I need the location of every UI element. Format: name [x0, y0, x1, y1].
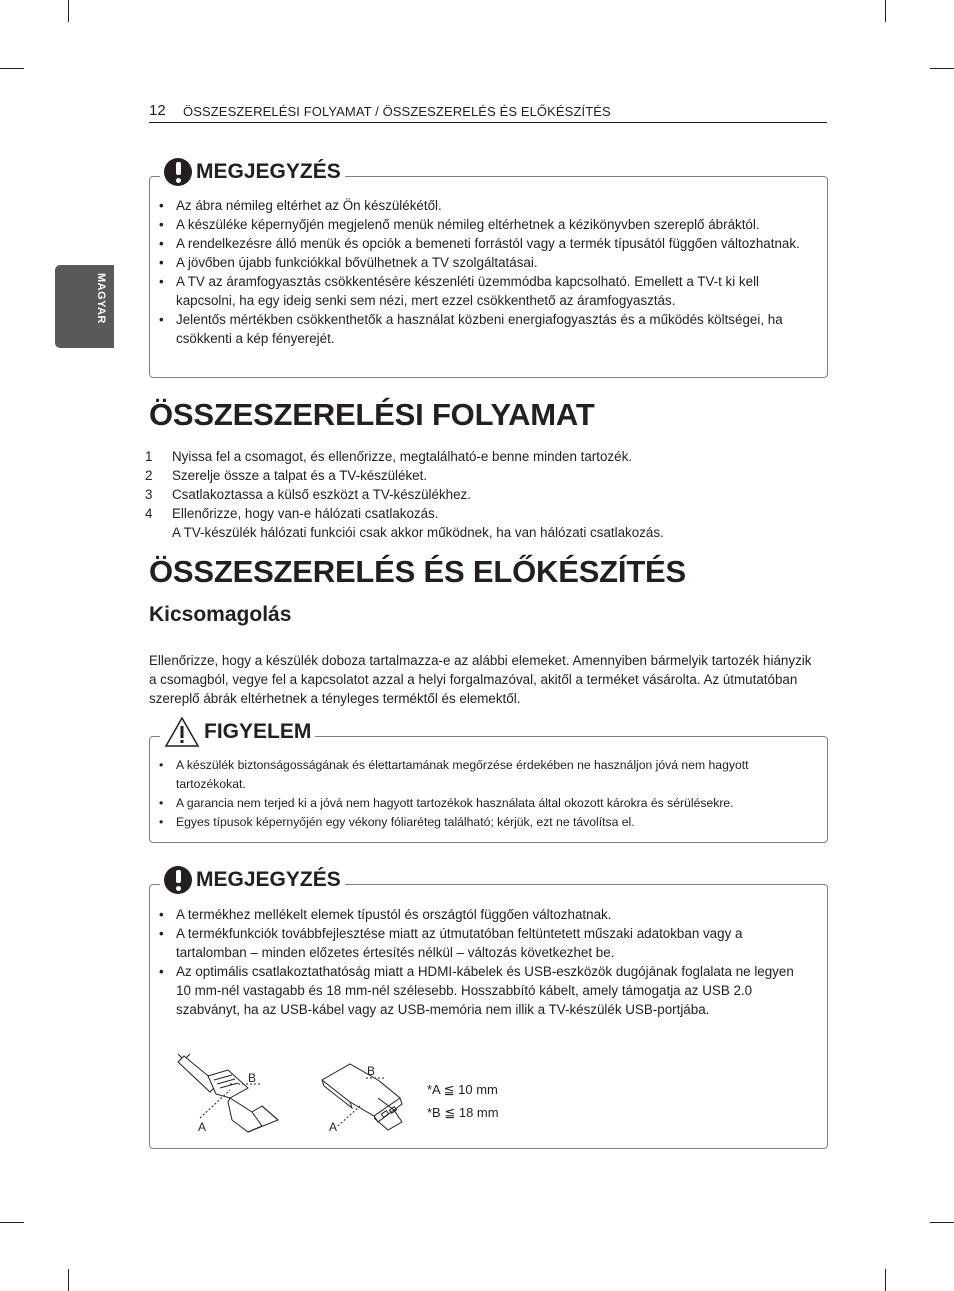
crop-mark [68, 1269, 69, 1291]
exclamation-icon [164, 158, 192, 186]
list-item: • Az ábra némileg eltérhet az Ön készülékétől. [159, 196, 809, 215]
dimension-label-a: A [329, 1120, 338, 1134]
dimension-label-b: B [248, 1071, 257, 1085]
step-note-text: A TV-készülék hálózati funkciói csak akkor működnek, ha van hálózati csatlakozás. [172, 525, 664, 540]
list-item: • Egyes típusok képernyőjén egy vékony fóliaréteg található; kérjük, ezt ne távolítsa el. [159, 813, 809, 832]
list-item: • A termékfunkciók továbbfejlesztése miatt az útmutatóban feltüntetett műszaki adatokban vagy a tartalomban – minden előzetes értesítés nélkül – változás következhet be. [159, 924, 809, 962]
list-item: • A termékhez mellékelt elemek típustól és országtól függően változhatnak. [159, 905, 809, 924]
crop-mark [68, 0, 69, 22]
hdmi-plug-illustration [178, 1054, 278, 1132]
crop-mark [885, 1269, 886, 1291]
step-note [145, 523, 835, 542]
note-label: MEGJEGYZÉS [196, 160, 341, 183]
crop-mark [0, 1222, 24, 1223]
page-number: 12 [149, 102, 166, 119]
connector-dimension-figure [170, 1050, 530, 1140]
crop-mark [930, 1222, 954, 1223]
note-box-1-header [160, 156, 345, 188]
spec-a: *A ≦ 10 mm [427, 1082, 498, 1097]
unpacking-intro: Ellenőrizze, hogy a készülék doboza tartalmazza-e az alábbi elemeket. Amennyiben bármelyik tartozék hiányzik a csomagból, vegye fel a kapcsolatot azzal a helyi forgalmazóval, akitől a terméket vásárolta. Az útmutatóban szereplő ábrák eltérhetnek a tényleges terméktől és elemektől. [149, 653, 812, 706]
step-number: 3 [145, 487, 153, 502]
list-item: • A garancia nem terjed ki a jóvá nem hagyott tartozékok használata által okozott károkra és sérülésekre. [159, 794, 809, 813]
note-box-2-header [160, 864, 345, 896]
step-text: Csatlakoztassa a külső eszközt a TV-készülékhez. [172, 487, 471, 502]
warning-triangle-icon [164, 716, 200, 748]
spec-b: *B ≦ 18 mm [427, 1105, 499, 1120]
step-number: 2 [145, 468, 153, 483]
caution-label: FIGYELEM [204, 720, 312, 743]
step-item [145, 485, 835, 504]
section-title-assembly-preparation: ÖSSZESZERELÉS ÉS ELŐKÉSZÍTÉS [149, 554, 687, 589]
step-item [145, 447, 835, 466]
crop-mark [0, 68, 24, 69]
step-text: Szerelje össze a talpat és a TV-készüléket. [172, 468, 428, 483]
caution-box-header [160, 715, 315, 749]
list-item: • Az optimális csatlakoztathatóság miatt a HDMI-kábelek és USB-eszközök dugójának foglalata ne legyen 10 mm-nél vastagabb és 18 mm-nél szélesebb. Hosszabbító kábelt, amely támogatja az USB 2.0 szabványt, ha az USB-kábel vagy az USB-memória nem illik a TV-készülék USB-portjába. [159, 962, 809, 1019]
note-label: MEGJEGYZÉS [196, 868, 341, 891]
step-text: Ellenőrizze, hogy van-e hálózati csatlakozás. [172, 506, 439, 521]
language-label: MAGYAR [95, 273, 107, 324]
list-item: • A készülék biztonságosságának és élettartamának megőrzése érdekében ne használjon jóvá nem hagyott tartozékokat. [159, 756, 809, 794]
caution-list [159, 756, 809, 832]
language-side-tab [55, 265, 114, 348]
assembly-steps [145, 447, 835, 542]
page-header [149, 100, 827, 123]
step-text: Nyissa fel a csomagot, és ellenőrizze, megtalálható-e benne minden tartozék. [172, 449, 632, 464]
step-item [145, 504, 835, 523]
note-2-list [159, 905, 809, 1019]
list-item: • A készüléke képernyőjén megjelenő menük némileg eltérhetnek a kézikönyvben szereplő ábráktól. [159, 215, 809, 234]
list-item: • Jelentős mértékben csökkenthetők a használat közbeni energiafogyasztás és a működés költségei, ha csökkenti a kép fényerejét. [159, 310, 809, 348]
note-1-list [159, 196, 809, 348]
step-number: 1 [145, 449, 153, 464]
header-title: ÖSSZESZERELÉSI FOLYAMAT / ÖSSZESZERELÉS ÉS ELŐKÉSZÍTÉS [183, 104, 611, 119]
step-item [145, 466, 835, 485]
list-item: • A TV az áramfogyasztás csökkentésére készenléti üzemmódba kapcsolható. Emellett a TV-t ki kell kapcsolni, ha egy ideig senki sem nézi, mert ezzel csökkenthető az áramfogyasztás. [159, 272, 809, 310]
exclamation-icon [164, 866, 192, 894]
dimension-label-b: B [367, 1064, 376, 1078]
crop-mark [930, 68, 954, 69]
subsection-title-unpacking: Kicsomagolás [149, 603, 292, 626]
list-item: • A rendelkezésre álló menük és opciók a bemeneti forrástól vagy a termék típusától függően változhatnak. [159, 234, 809, 253]
list-item: • A jövőben újabb funkciókkal bővülhetnek a TV szolgáltatásai. [159, 253, 809, 272]
step-number: 4 [145, 506, 153, 521]
section-title-assembly-process: ÖSSZESZERELÉSI FOLYAMAT [149, 397, 595, 432]
dimension-label-a: A [198, 1120, 207, 1134]
crop-mark [885, 0, 886, 22]
